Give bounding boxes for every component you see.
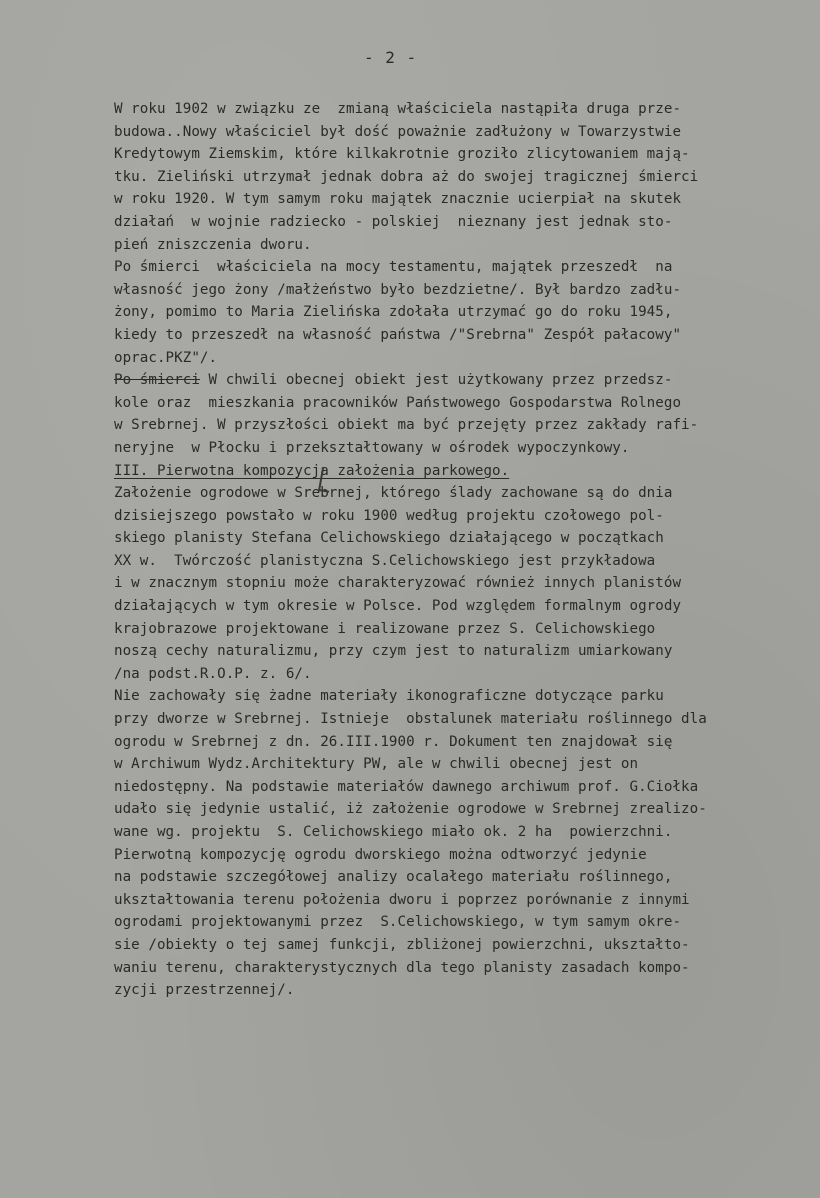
- text-line: kiedy to przeszedł na własność państwa /"Srebrna" Zespół pałacowy": [114, 326, 682, 343]
- text-line: Po śmierci właściciela na mocy testamentu, majątek przeszedł na: [114, 259, 673, 276]
- text-line: kole oraz mieszkania pracowników Państwowego Gospodarstwa Rolnego: [114, 394, 682, 411]
- struck-text: Po śmierci: [114, 372, 200, 389]
- text-line: żony, pomimo to Maria Zielińska zdołała utrzymać go do roku 1945,: [114, 304, 673, 321]
- text-line: wane wg. projektu S. Celichowskiego miało ok. 2 ha powierzchni.: [114, 824, 673, 840]
- text-line: ogrodami projektowanymi przez S.Celichowskiego, w tym samym okre-: [114, 914, 682, 931]
- text-line: Nie zachowały się żadne materiały ikonograficzne dotyczące parku: [114, 688, 664, 705]
- text-line: Pierwotną kompozycję ogrodu dworskiego można odtworzyć jedynie: [114, 846, 647, 863]
- text-line: i w znacznym stopniu może charakteryzować również innych planistów: [114, 575, 682, 592]
- text-line: przy dworze w Srebrnej. Istnieje obstalunek materiału roślinnego dla: [114, 711, 707, 728]
- text-line: [114, 369, 814, 392]
- text-line: w roku 1920. W tym samym roku majątek znacznie ucierpiał na skutek: [114, 191, 682, 208]
- text-line: udało się jedynie ustalić, iż założenie ogrodowe w Srebrnej zrealizo-: [114, 801, 707, 818]
- text-line: w Srebrnej. W przyszłości obiekt ma być przejęty przez zakłady rafi-: [114, 417, 699, 434]
- text-line-rest: W chwili obecnej obiekt jest użytkowany przez przedsz-: [199, 372, 673, 389]
- text-line: w Archiwum Wydz.Architektury PW, ale w chwili obecnej jest on: [114, 756, 639, 773]
- text-line: dzisiejszego powstało w roku 1900 według projektu czołowego pol-: [114, 507, 664, 524]
- text-line: ogrodu w Srebrnej z dn. 26.III.1900 r. Dokument ten znajdował się: [114, 733, 673, 750]
- section-heading-text: III. Pierwotna kompozycja założenia parkowego.: [114, 462, 510, 479]
- text-line: Kredytowym Ziemskim, które kilkakrotnie groziło zlicytowaniem mają-: [114, 146, 690, 163]
- section-heading: [114, 460, 814, 483]
- text-line: skiego planisty Stefana Celichowskiego działającego w początkach: [114, 530, 664, 547]
- page-number: - 2 -: [364, 48, 418, 67]
- text-line: własność jego żony /małżeństwo było bezdzietne/. Był bardzo zadłu-: [114, 281, 682, 298]
- text-line: krajobrazowe projektowane i realizowane przez S. Celichowskiego: [114, 620, 656, 637]
- text-line: Założenie ogrodowe w Srebrnej, którego ślady zachowane są do dnia: [114, 485, 673, 502]
- text-line: działań w wojnie radziecko - polskiej nieznany jest jednak sto-: [114, 213, 673, 230]
- text-line: waniu terenu, charakterystycznych dla tego planisty zasadach kompo-: [114, 959, 690, 976]
- text-line: XX w. Twórczość planistyczna S.Celichowskiego jest przykładowa: [114, 552, 656, 569]
- text-line: zycji przestrzennej/.: [114, 982, 295, 999]
- text-line: sie /obiekty o tej samej funkcji, zbliżonej powierzchni, ukształto-: [114, 936, 690, 953]
- body-text: [114, 98, 814, 1002]
- text-line: /na podst.R.O.P. z. 6/.: [114, 665, 312, 682]
- text-line: W roku 1902 w związku ze zmianą właściciela nastąpiła druga prze-: [114, 101, 682, 117]
- text-line: oprac.PKZ"/.: [114, 349, 218, 366]
- text-line: niedostępny. Na podstawie materiałów dawnego archiwum prof. G.Ciołka: [114, 778, 699, 795]
- text-line: budowa..Nowy właściciel był dość poważnie zadłużony w Towarzystwie: [114, 123, 682, 140]
- text-line: na podstawie szczegółowej analizy ocalałego materiału roślinnego,: [114, 869, 673, 886]
- text-line: noszą cechy naturalizmu, przy czym jest to naturalizm umiarkowany: [114, 643, 673, 660]
- text-line: pień zniszczenia dworu.: [114, 236, 312, 253]
- text-line: tku. Zieliński utrzymał jednak dobra aż do swojej tragicznej śmierci: [114, 168, 699, 185]
- text-line: neryjne w Płocku i przekształtowany w ośrodek wypoczynkowy.: [114, 439, 630, 456]
- text-line: ukształtowania terenu położenia dworu i poprzez porównanie z innymi: [114, 891, 690, 908]
- text-line: działających w tym okresie w Polsce. Pod względem formalnym ogrody: [114, 598, 682, 615]
